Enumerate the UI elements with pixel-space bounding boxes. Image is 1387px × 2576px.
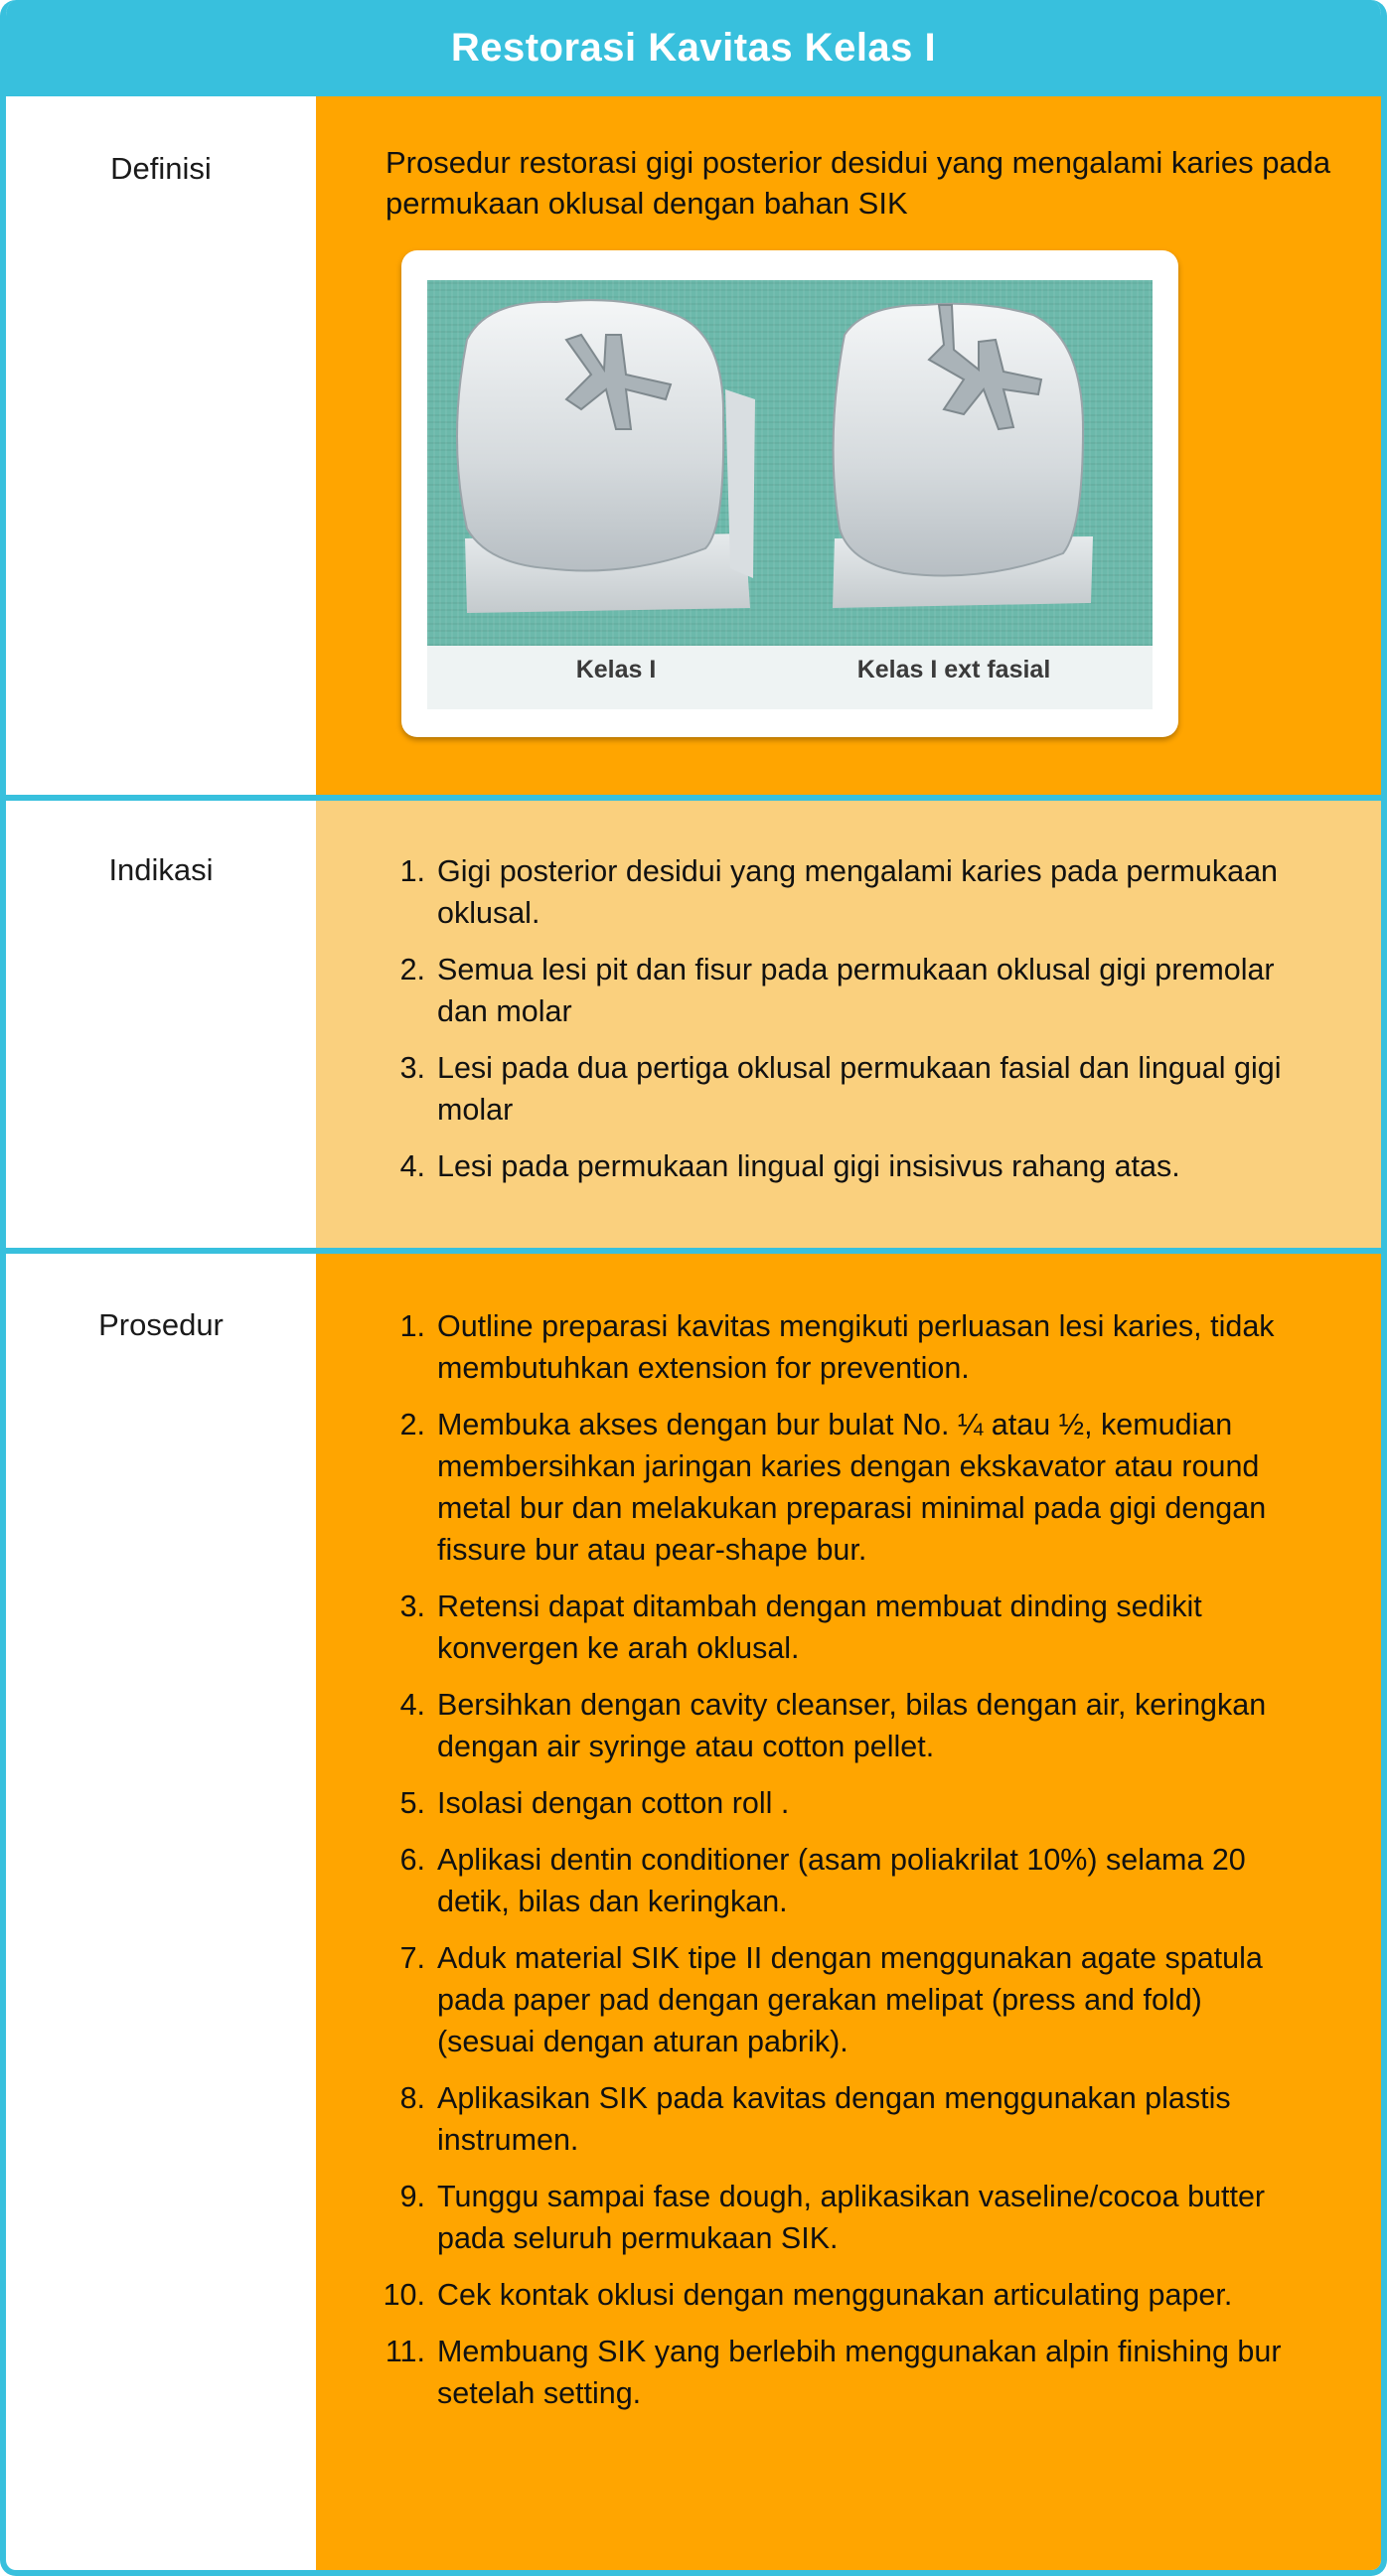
label-definisi: Definisi	[110, 151, 212, 186]
list-item: 3. Retensi dapat ditambah dengan membuat dinding sedikit konvergen ke arah oklusal.	[399, 1590, 1202, 1665]
card-title: Restorasi Kavitas Kelas I	[0, 0, 1387, 96]
list-item: 2. Membuka akses dengan bur bulat No. ¼ atau ½, kemudian membersihkan jaringan karies dengan ekskavator atau round metal bur dan melakukan preparasi minimal pada gigi dengan fissure bur atau pear-shape bur.	[399, 1408, 1267, 1567]
row-definisi	[6, 96, 1381, 795]
indikasi-content	[316, 801, 1381, 1248]
list-item: 3. Lesi pada dua pertiga oklusal permukaan fasial dan lingual gigi molar	[399, 1051, 1282, 1127]
list-item: 1. Outline preparasi kavitas mengikuti perluasan lesi karies, tidak membutuhkan extension for prevention.	[399, 1309, 1275, 1385]
list-item: 8. Aplikasikan SIK pada kavitas dengan menggunakan plastis instrumen.	[399, 2081, 1231, 2157]
tooth-kelas-i-icon	[457, 300, 755, 613]
list-item: 11. Membuang SIK yang berlebih menggunakan alpin finishing bur setelah setting.	[385, 2335, 1282, 2410]
row-prosedur	[6, 1254, 1381, 2576]
list-item: 5. Isolasi dengan cotton roll .	[399, 1786, 790, 1820]
list-item: 4. Bersihkan dengan cavity cleanser, bilas dengan air, keringkan dengan air syringe atau cotton pellet.	[399, 1688, 1267, 1763]
label-indikasi: Indikasi	[108, 852, 214, 887]
list-item: 1. Gigi posterior desidui yang mengalami karies pada permukaan oklusal.	[399, 854, 1278, 930]
row-indikasi	[6, 801, 1381, 1248]
definisi-content	[316, 96, 1381, 795]
label-prosedur: Prosedur	[98, 1307, 224, 1342]
caption-kelas-i: Kelas I	[575, 656, 657, 683]
list-item: 10. Cek kontak oklusi dengan menggunakan articulating paper.	[383, 2278, 1233, 2312]
list-item: 2. Semua lesi pit dan fisur pada permukaan oklusal gigi premolar dan molar	[399, 953, 1275, 1028]
list-item: 6. Aplikasi dentin conditioner (asam poliakrilat 10%) selama 20 detik, bilas dan keringkan.	[399, 1843, 1246, 1918]
prosedur-list	[366, 1305, 1300, 2429]
list-item: 7. Aduk material SIK tipe II dengan menggunakan agate spatula pada paper pad dengan gerakan melipat (press and fold) (sesuai dengan aturan pabrik).	[399, 1941, 1263, 2058]
definisi-text: Prosedur restorasi gigi posterior desidui yang mengalami karies pada permukaan oklusal dengan bahan SIK	[385, 145, 1331, 221]
caption-kelas-i-ext-fasial: Kelas I ext fasial	[856, 656, 1051, 683]
tooth-photo	[427, 280, 1153, 646]
indikasi-list	[366, 850, 1300, 1202]
tooth-figure	[401, 250, 1178, 737]
list-item: 9. Tunggu sampai fase dough, aplikasikan vaseline/cocoa butter pada seluruh permukaan SIK.	[399, 2180, 1266, 2255]
tooth-kelas-i-ext-fasial-icon	[833, 304, 1093, 608]
list-item: 4. Lesi pada permukaan lingual gigi insisivus rahang atas.	[399, 1149, 1180, 1183]
prosedur-content	[316, 1254, 1381, 2576]
